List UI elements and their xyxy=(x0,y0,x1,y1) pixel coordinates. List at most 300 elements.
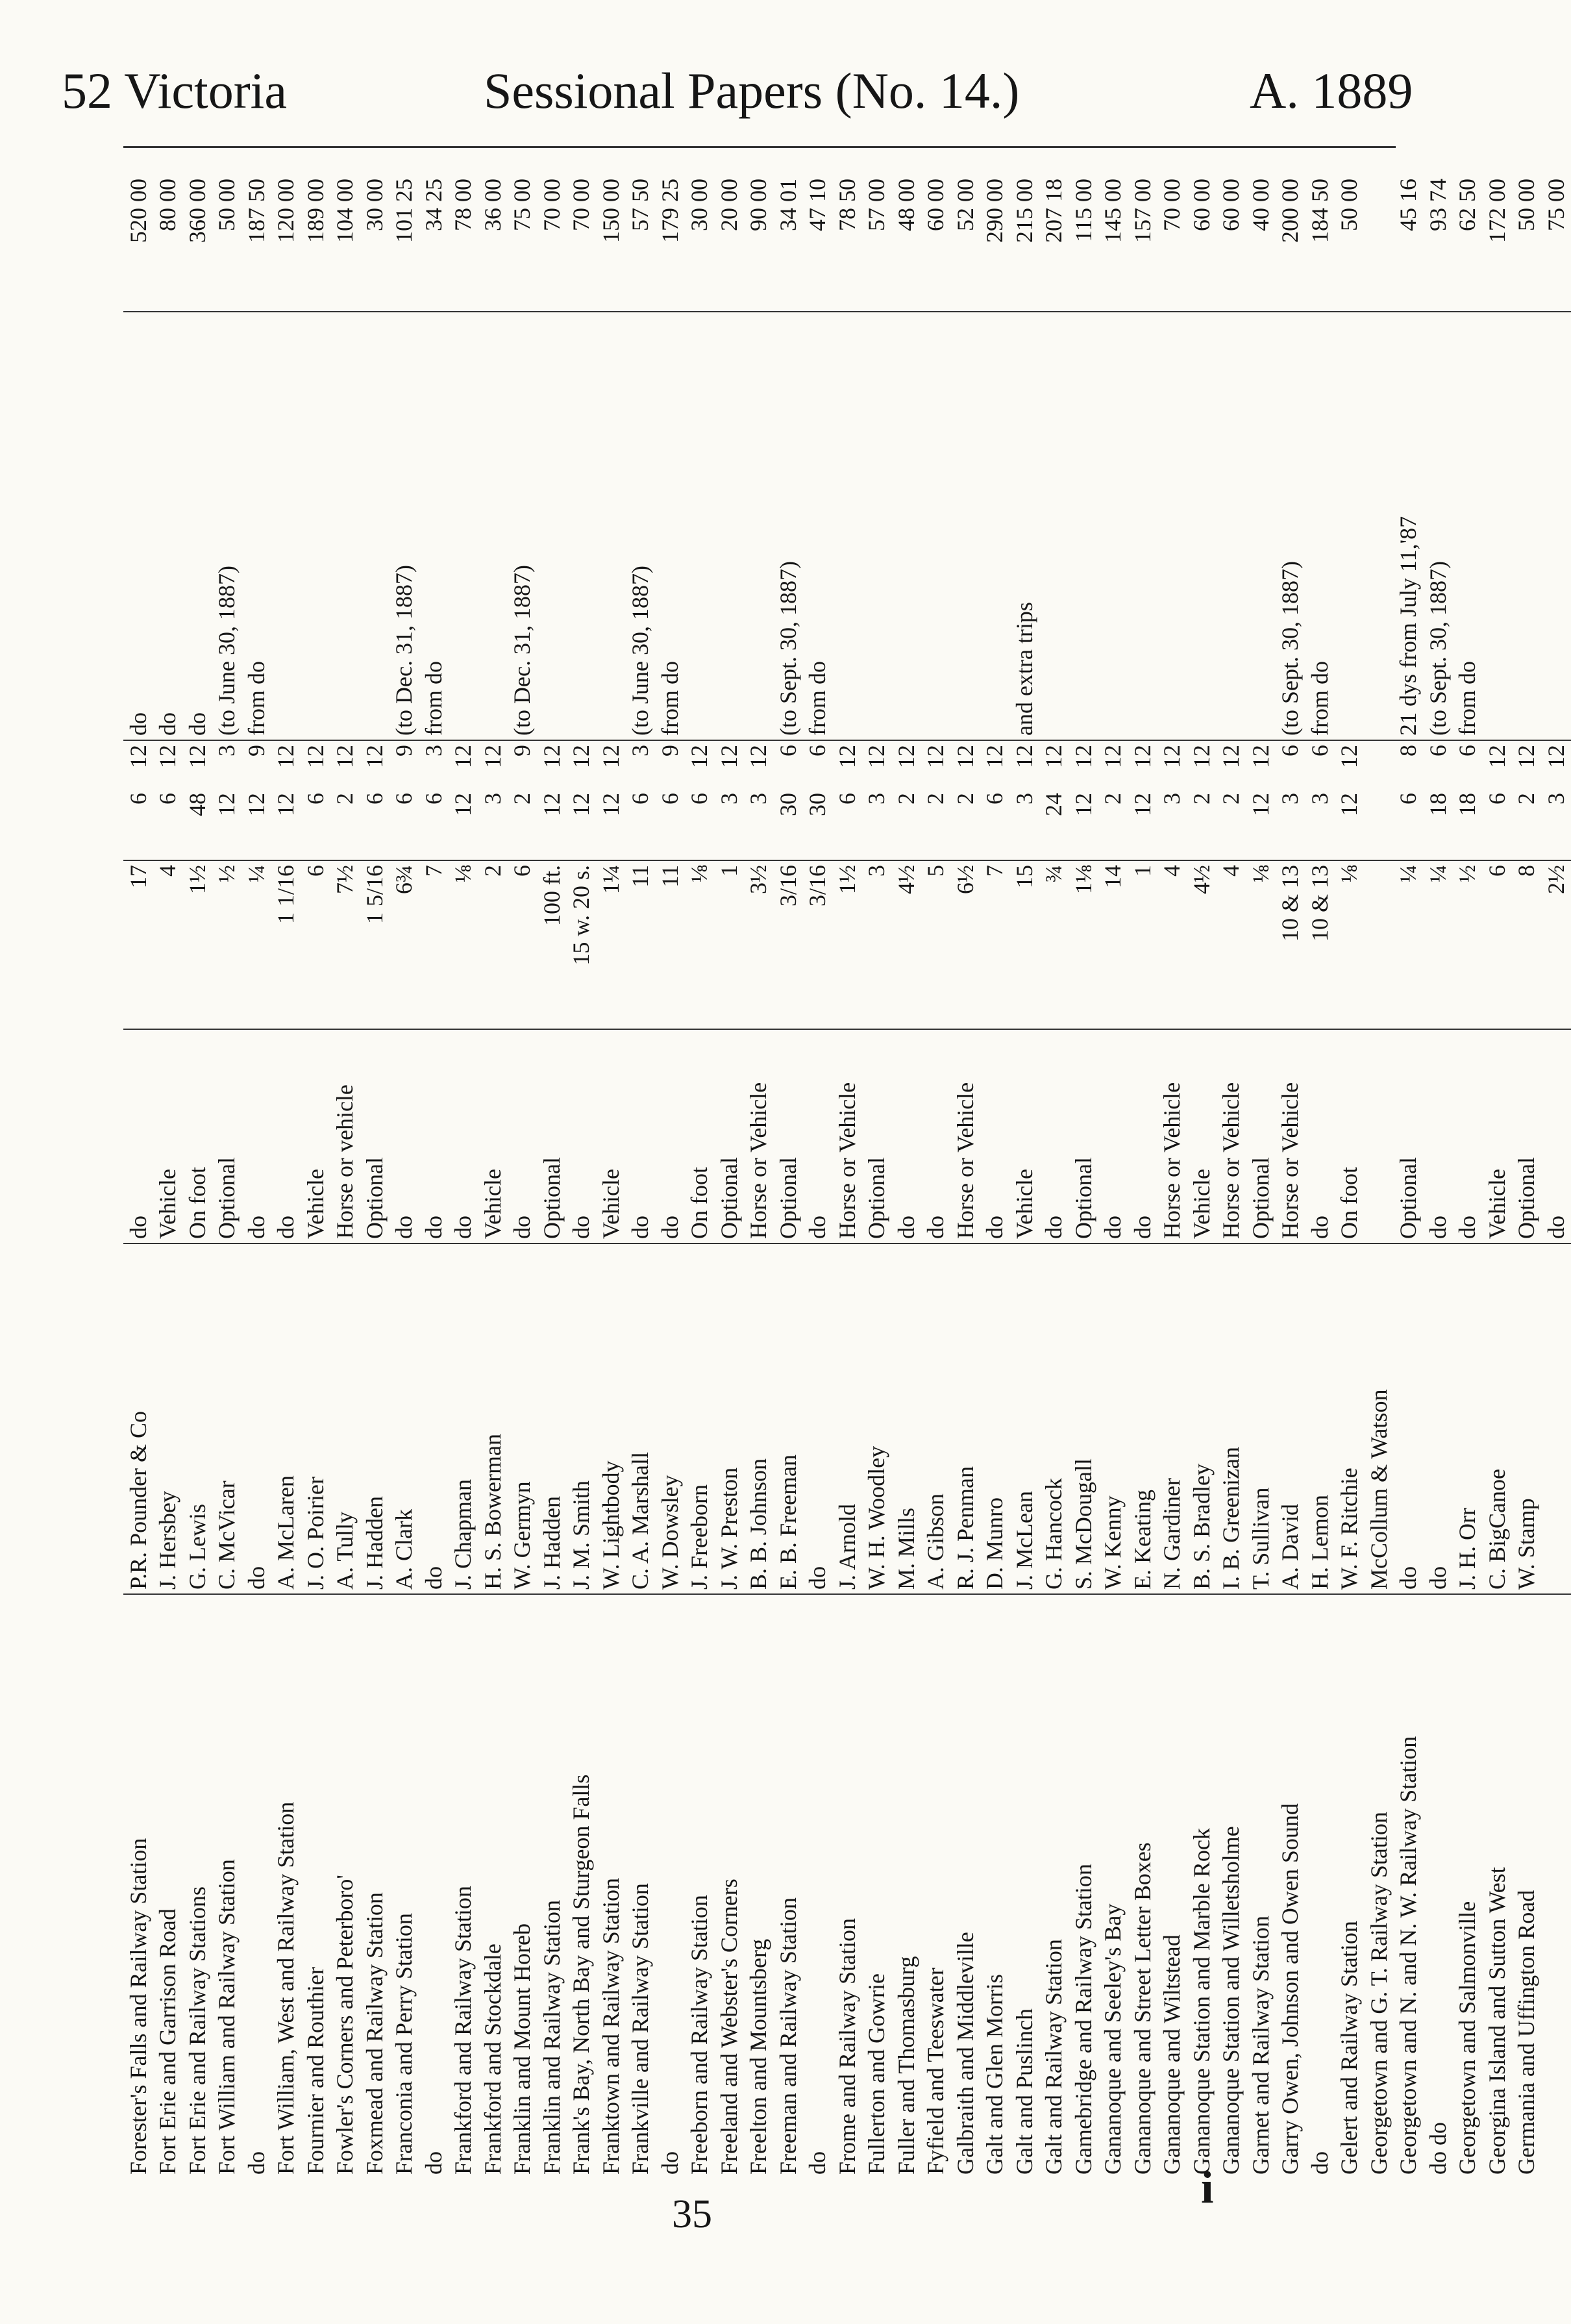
conveyance-cell: Optional xyxy=(714,1029,744,1243)
table-row xyxy=(153,153,183,2179)
table-row xyxy=(1009,153,1039,2179)
amount-cell: 34 25 xyxy=(419,153,449,312)
amount-cell: 70 00 xyxy=(567,153,597,312)
conveyance-cell: On foot xyxy=(685,1029,715,1243)
months-cell: 12 xyxy=(361,745,388,768)
route-cell: do xyxy=(1306,2151,1333,2175)
amount-cell: 62 50 xyxy=(1453,153,1483,312)
months-cell: 12 xyxy=(184,745,210,768)
contractor-cell: B. S. Bradley xyxy=(1187,1243,1217,1594)
distance-cell: 10 & 13 xyxy=(1276,860,1305,1029)
term-cell xyxy=(301,312,330,740)
table-row xyxy=(862,153,892,2179)
conveyance-cell: Optional xyxy=(360,1029,390,1243)
term-cell xyxy=(685,312,715,740)
conveyance-cell: Optional xyxy=(1512,1029,1542,1243)
contractor-cell: A. McLaren xyxy=(271,1243,301,1594)
conveyance-cell: do xyxy=(980,1029,1010,1243)
route-cell: Garry Owen, Johnson and Owen Sound xyxy=(1277,1803,1304,2175)
distance-cell: ⅛ xyxy=(1246,860,1276,1029)
trips-cell: 6 xyxy=(655,789,685,860)
months-cell: 12 xyxy=(597,745,624,768)
contractor-cell: H. S. Bowerman xyxy=(478,1243,508,1594)
table-row xyxy=(1039,153,1069,2179)
rotated-table-region xyxy=(123,153,1569,2179)
trips-cell: 18 xyxy=(1423,789,1453,860)
contractor-cell: H. Lemon xyxy=(1305,1243,1335,1594)
conveyance-cell: Vehicle xyxy=(596,1029,626,1243)
table-row xyxy=(478,153,508,2179)
trips-cell: 30 xyxy=(773,789,803,860)
route-cell: Gananoque Station and Willetsholme xyxy=(1218,1826,1244,2175)
conveyance-cell: Optional xyxy=(537,1029,567,1243)
distance-cell: 7 xyxy=(419,860,449,1029)
conveyance-cell: do xyxy=(271,1029,301,1243)
contractor-cell: M. Mills xyxy=(891,1243,921,1594)
term-cell xyxy=(1541,312,1571,740)
conveyance-cell: do xyxy=(1098,1029,1128,1243)
trips-cell: 3 xyxy=(1009,789,1039,860)
distance-cell: 1 5/16 xyxy=(360,860,390,1029)
distance-cell: ¼ xyxy=(1423,860,1453,1029)
distance-cell: 3 xyxy=(862,860,892,1029)
contractor-cell: J. Freeborn xyxy=(685,1243,715,1594)
conveyance-cell: do xyxy=(567,1029,597,1243)
conveyance-cell: Horse or Vehicle xyxy=(744,1029,774,1243)
distance-cell: 11 xyxy=(626,860,656,1029)
distance-cell: 2 xyxy=(478,860,508,1029)
conveyance-cell: Vehicle xyxy=(153,1029,183,1243)
distance-cell: 6 xyxy=(508,860,538,1029)
distance-cell: 1 xyxy=(1128,860,1157,1029)
contractor-cell: McCollum & Watson xyxy=(1364,1243,1394,1594)
conveyance-cell: do xyxy=(1423,1029,1453,1243)
term-cell: (to Dec. 31, 1887) xyxy=(390,312,419,740)
distance-cell: 1½ xyxy=(832,860,862,1029)
table-row xyxy=(685,153,715,2179)
distance-cell: 6¾ xyxy=(390,860,419,1029)
contractor-cell: D. Munro xyxy=(980,1243,1010,1594)
contractor-cell: W. Lightbody xyxy=(596,1243,626,1594)
table-row xyxy=(419,153,449,2179)
amount-cell: 172 00 xyxy=(1482,153,1512,312)
amount-cell: 60 00 xyxy=(1217,153,1246,312)
term-cell xyxy=(360,312,390,740)
route-cell: Germania and Uffington Road xyxy=(1513,1890,1540,2175)
trips-cell: 12 xyxy=(1335,789,1365,860)
months-cell: 12 xyxy=(1336,745,1363,768)
term-cell xyxy=(1246,312,1276,740)
conveyance-cell: Optional xyxy=(1069,1029,1098,1243)
conveyance-cell: Vehicle xyxy=(301,1029,330,1243)
months-cell: 12 xyxy=(125,745,151,768)
distance-cell: ½ xyxy=(1453,860,1483,1029)
contractor-cell: J. Hadden xyxy=(537,1243,567,1594)
distance-cell: 1½ xyxy=(182,860,212,1029)
months-cell: 12 xyxy=(155,745,181,768)
term-cell xyxy=(1069,312,1098,740)
route-cell: Fort William, West and Railway Station xyxy=(273,1801,299,2175)
amount-cell: 90 00 xyxy=(744,153,774,312)
contractor-cell: B. B. Johnson xyxy=(744,1243,774,1594)
conveyance-cell: Horse or Vehicle xyxy=(950,1029,980,1243)
months-cell: 12 xyxy=(834,745,860,768)
conveyance-cell: Horse or Vehicle xyxy=(832,1029,862,1243)
distance-cell: 3½ xyxy=(744,860,774,1029)
term-cell xyxy=(537,312,567,740)
route-cell: Frank's Bay, North Bay and Sturgeon Falls xyxy=(568,1774,595,2175)
term-cell: do xyxy=(123,312,153,740)
amount-cell: 20 00 xyxy=(714,153,744,312)
contractor-cell: do xyxy=(1423,1243,1453,1594)
months-cell: 6 xyxy=(1277,745,1304,756)
contractor-cell: do xyxy=(1394,1243,1424,1594)
trips-cell: 12 xyxy=(241,789,271,860)
term-cell: (to June 30, 1887) xyxy=(212,312,242,740)
contractor-cell: G. Lewis xyxy=(182,1243,212,1594)
trips-cell: 3 xyxy=(862,789,892,860)
conveyance-cell: do xyxy=(1453,1029,1483,1243)
top-rule xyxy=(123,146,1396,148)
months-cell: 12 xyxy=(273,745,299,768)
mail-contracts-table xyxy=(123,153,1571,2179)
months-cell: 12 xyxy=(1100,745,1126,768)
conveyance-cell: Vehicle xyxy=(478,1029,508,1243)
distance-cell: 4 xyxy=(1217,860,1246,1029)
amount-cell: 50 00 xyxy=(1512,153,1542,312)
amount-cell: 40 00 xyxy=(1246,153,1276,312)
table-row xyxy=(1335,153,1365,2179)
contractor-cell: G. Hancock xyxy=(1039,1243,1069,1594)
route-cell: Franklin and Railway Station xyxy=(538,1900,565,2175)
contractor-cell: A. Gibson xyxy=(921,1243,951,1594)
table-row xyxy=(360,153,390,2179)
table-row xyxy=(1541,153,1571,2179)
distance-cell: 6 xyxy=(301,860,330,1029)
amount-cell: 30 00 xyxy=(685,153,715,312)
trips-cell: 12 xyxy=(1069,789,1098,860)
distance-cell: 4 xyxy=(153,860,183,1029)
route-cell: Fort Erie and Railway Stations xyxy=(184,1886,210,2175)
route-cell: Gananoque Station and Marble Rock xyxy=(1188,1828,1215,2175)
header-year: A. 1889 xyxy=(1250,62,1413,119)
amount-cell: 75 00 xyxy=(1541,153,1571,312)
table-row xyxy=(241,153,271,2179)
months-cell xyxy=(1364,740,1394,789)
route-cell: Fyfield and Teeswater xyxy=(922,1968,949,2175)
contractor-cell: T. Sullivan xyxy=(1246,1243,1276,1594)
contractor-cell: C. A. Marshall xyxy=(626,1243,656,1594)
months-cell: 9 xyxy=(656,745,683,756)
contractor-cell: R. J. Penman xyxy=(950,1243,980,1594)
trips-cell: 6 xyxy=(123,789,153,860)
months-cell: 12 xyxy=(1247,745,1274,768)
conveyance-cell: do xyxy=(1039,1029,1069,1243)
contractor-cell: W. Germyn xyxy=(508,1243,538,1594)
months-cell: 3 xyxy=(214,745,240,756)
route-cell: do xyxy=(420,2151,447,2175)
conveyance-cell: Vehicle xyxy=(1187,1029,1217,1243)
route-cell: Fullerton and Gowrie xyxy=(863,1973,890,2175)
months-cell: 12 xyxy=(863,745,890,768)
conveyance-cell: do xyxy=(891,1029,921,1243)
table-row xyxy=(803,153,833,2179)
amount-cell: 50 00 xyxy=(1335,153,1365,312)
term-cell: (to Sept. 30, 1887) xyxy=(773,312,803,740)
route-cell: Fort Erie and Garrison Road xyxy=(155,1908,181,2175)
trips-cell: 30 xyxy=(803,789,833,860)
term-cell xyxy=(1157,312,1187,740)
distance-cell: ⅛ xyxy=(1335,860,1365,1029)
contractor-cell: W. Stamp xyxy=(1512,1243,1542,1594)
amount-cell: 360 00 xyxy=(182,153,212,312)
conveyance-cell: do xyxy=(123,1029,153,1243)
conveyance-cell: Optional xyxy=(1246,1029,1276,1243)
months-cell: 12 xyxy=(1542,745,1569,768)
amount-cell: 78 00 xyxy=(449,153,478,312)
term-cell xyxy=(1217,312,1246,740)
conveyance-cell: do xyxy=(508,1029,538,1243)
conveyance-cell: Horse or Vehicle xyxy=(1157,1029,1187,1243)
distance-cell: 5 xyxy=(921,860,951,1029)
term-cell xyxy=(714,312,744,740)
conveyance-cell: On foot xyxy=(1335,1029,1365,1243)
route-cell xyxy=(1541,1594,1571,2179)
months-cell: 12 xyxy=(538,745,565,768)
distance-cell: 1⅛ xyxy=(1069,860,1098,1029)
term-cell: from do xyxy=(1305,312,1335,740)
trips-cell: 2 xyxy=(330,789,360,860)
months-cell: 12 xyxy=(450,745,476,768)
term-cell: from do xyxy=(655,312,685,740)
trips-cell: 2 xyxy=(1512,789,1542,860)
trips-cell: 6 xyxy=(626,789,656,860)
distance-cell: 11 xyxy=(655,860,685,1029)
months-cell: 3 xyxy=(420,745,447,756)
route-cell: Gananoque and Wiltstead xyxy=(1159,1934,1185,2175)
trips-cell: 2 xyxy=(891,789,921,860)
term-cell xyxy=(1098,312,1128,740)
table-row xyxy=(1423,153,1453,2179)
conveyance-cell: do xyxy=(241,1029,271,1243)
trips-cell: 2 xyxy=(508,789,538,860)
months-cell: 12 xyxy=(1011,745,1037,768)
term-cell xyxy=(567,312,597,740)
route-cell: Garnet and Railway Station xyxy=(1247,1916,1274,2175)
table-row xyxy=(714,153,744,2179)
route-cell: Freeland and Webster's Corners xyxy=(715,1879,742,2175)
amount-cell: 179 25 xyxy=(655,153,685,312)
trips-cell: 6 xyxy=(419,789,449,860)
distance-cell: ⅛ xyxy=(449,860,478,1029)
contractor-cell xyxy=(1541,1243,1571,1594)
months-cell: 12 xyxy=(922,745,949,768)
table-row xyxy=(330,153,360,2179)
months-cell: 12 xyxy=(1218,745,1244,768)
months-cell: 9 xyxy=(509,745,536,756)
table-row xyxy=(980,153,1010,2179)
distance-cell: ¾ xyxy=(1039,860,1069,1029)
term-cell: (to Sept. 30, 1887) xyxy=(1423,312,1453,740)
months-cell: 12 xyxy=(1188,745,1215,768)
term-cell xyxy=(478,312,508,740)
conveyance-cell: do xyxy=(419,1029,449,1243)
table-row xyxy=(1246,153,1276,2179)
amount-cell: 189 00 xyxy=(301,153,330,312)
contractor-cell: J. H. Orr xyxy=(1453,1243,1483,1594)
term-cell: and extra trips xyxy=(1009,312,1039,740)
conveyance-cell: do xyxy=(626,1029,656,1243)
distance-cell: 1 xyxy=(714,860,744,1029)
term-cell xyxy=(330,312,360,740)
table-body xyxy=(123,153,1571,2179)
contractor-cell: W. Dowsley xyxy=(655,1243,685,1594)
table-row xyxy=(1453,153,1483,2179)
distance-cell: ½ xyxy=(212,860,242,1029)
months-cell: 6 xyxy=(1306,745,1333,756)
amount-cell: 36 00 xyxy=(478,153,508,312)
route-cell: Frome and Railway Station xyxy=(834,1918,860,2175)
conveyance-cell: do xyxy=(655,1029,685,1243)
table-row xyxy=(773,153,803,2179)
route-cell: Frankville and Railway Station xyxy=(627,1883,654,2175)
term-cell xyxy=(1039,312,1069,740)
conveyance-cell: Optional xyxy=(862,1029,892,1243)
distance-cell: 7 xyxy=(980,860,1010,1029)
distance-cell: 3/16 xyxy=(773,860,803,1029)
distance-cell: 7½ xyxy=(330,860,360,1029)
term-cell xyxy=(891,312,921,740)
conveyance-cell: Optional xyxy=(773,1029,803,1243)
amount-cell: 200 00 xyxy=(1276,153,1305,312)
months-cell: 12 xyxy=(715,745,742,768)
months-cell: 12 xyxy=(302,745,328,768)
term-cell: (to Sept. 30, 1887) xyxy=(1276,312,1305,740)
amount-cell: 80 00 xyxy=(153,153,183,312)
trips-cell: 12 xyxy=(212,789,242,860)
table-row xyxy=(301,153,330,2179)
amount-cell: 101 25 xyxy=(390,153,419,312)
months-cell: 12 xyxy=(1129,745,1156,768)
amount-cell: 57 00 xyxy=(862,153,892,312)
conveyance-cell: Horse or Vehicle xyxy=(1276,1029,1305,1243)
contractor-cell: J. W. Preston xyxy=(714,1243,744,1594)
amount-cell: 30 00 xyxy=(360,153,390,312)
contractor-cell: W. F. Ritchie xyxy=(1335,1243,1365,1594)
trips-cell: 6 xyxy=(685,789,715,860)
months-cell: 12 xyxy=(982,745,1008,768)
table-row xyxy=(655,153,685,2179)
conveyance-cell: do xyxy=(390,1029,419,1243)
conveyance-cell: do xyxy=(449,1029,478,1243)
route-cell: Fuller and Thomasburg xyxy=(893,1956,919,2175)
trips-cell: 6 xyxy=(980,789,1010,860)
amount-cell: 57 50 xyxy=(626,153,656,312)
contractor-cell: I. B. Greenizan xyxy=(1217,1243,1246,1594)
route-cell: Gananoque and Seeley's Bay xyxy=(1100,1903,1126,2175)
term-cell: from do xyxy=(241,312,271,740)
table-row xyxy=(1128,153,1157,2179)
table-row xyxy=(891,153,921,2179)
months-cell: 9 xyxy=(391,745,417,756)
table-row xyxy=(123,153,153,2179)
term-cell: from do xyxy=(1453,312,1483,740)
route-cell: Forester's Falls and Railway Station xyxy=(125,1838,151,2175)
contractor-cell: J. Hersbey xyxy=(153,1243,183,1594)
route-cell: Fournier and Routhier xyxy=(302,1967,328,2175)
trips-cell: 3 xyxy=(714,789,744,860)
distance-cell: 1 1/16 xyxy=(271,860,301,1029)
months-cell: 12 xyxy=(1070,745,1096,768)
amount-cell: 157 00 xyxy=(1128,153,1157,312)
contractor-cell: C. McVicar xyxy=(212,1243,242,1594)
page-header xyxy=(0,62,1530,133)
trips-cell: 6 xyxy=(390,789,419,860)
distance-cell: 8 xyxy=(1512,860,1542,1029)
trips-cell: 2 xyxy=(1217,789,1246,860)
amount-cell: 78 50 xyxy=(832,153,862,312)
term-cell xyxy=(862,312,892,740)
months-cell: 12 xyxy=(893,745,919,768)
route-cell: Galbraith and Middleville xyxy=(952,1932,978,2175)
route-cell: Franconia and Perry Station xyxy=(391,1913,417,2175)
table-row xyxy=(1217,153,1246,2179)
trips-cell: 2 xyxy=(921,789,951,860)
term-cell xyxy=(1364,312,1394,740)
amount-cell: 520 00 xyxy=(123,153,153,312)
contractor-cell: J. O. Poirier xyxy=(301,1243,330,1594)
table-row xyxy=(1394,153,1424,2179)
months-cell: 12 xyxy=(1041,745,1067,768)
distance-cell: 4 xyxy=(1157,860,1187,1029)
contractor-cell: do xyxy=(419,1243,449,1594)
term-cell xyxy=(1128,312,1157,740)
term-cell xyxy=(921,312,951,740)
route-cell: Galt and Railway Station xyxy=(1041,1939,1067,2175)
trips-cell: 3 xyxy=(1157,789,1187,860)
route-cell: Fort William and Railway Station xyxy=(214,1859,240,2175)
route-cell: Foxmead and Railway Station xyxy=(361,1892,388,2175)
term-cell xyxy=(449,312,478,740)
distance-cell: ⅛ xyxy=(685,860,715,1029)
table-row xyxy=(182,153,212,2179)
distance-cell: 4½ xyxy=(1187,860,1217,1029)
table-row xyxy=(1364,153,1394,2179)
table-row xyxy=(508,153,538,2179)
term-cell xyxy=(1187,312,1217,740)
amount-cell: 52 00 xyxy=(950,153,980,312)
months-cell: 3 xyxy=(627,745,654,756)
header-session: 52 Victoria xyxy=(62,62,287,119)
trips-cell: 6 xyxy=(360,789,390,860)
route-cell: Georgetown and N. and N. W. Railway Station xyxy=(1395,1736,1422,2175)
term-cell: do xyxy=(182,312,212,740)
table-row xyxy=(537,153,567,2179)
months-cell: 12 xyxy=(745,745,772,768)
months-cell: 12 xyxy=(686,745,713,768)
contractor-cell: J. Hadden xyxy=(360,1243,390,1594)
trips-cell: 12 xyxy=(537,789,567,860)
trips-cell: 2 xyxy=(1098,789,1128,860)
conveyance-cell: do xyxy=(921,1029,951,1243)
contractor-cell: E. Keating xyxy=(1128,1243,1157,1594)
header-title: Sessional Papers (No. 14.) xyxy=(484,62,1020,119)
distance-cell: ¼ xyxy=(1394,860,1424,1029)
amount-cell: 184 50 xyxy=(1305,153,1335,312)
table-row xyxy=(449,153,478,2179)
trips-cell: 18 xyxy=(1453,789,1483,860)
amount-cell: 150 00 xyxy=(596,153,626,312)
